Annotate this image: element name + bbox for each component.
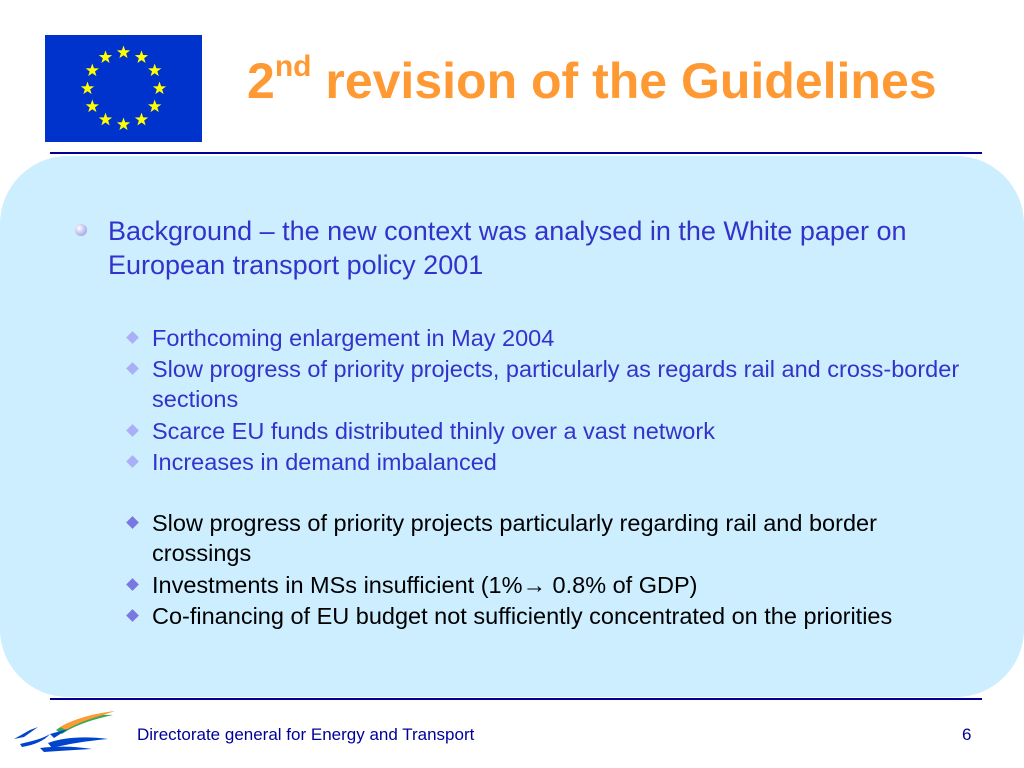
sub-bullet <box>152 354 982 414</box>
sub-bullet <box>152 570 982 600</box>
main-bullet <box>108 214 988 282</box>
sub-bullet <box>152 601 982 631</box>
footer-text: Directorate general for Energy and Transport <box>137 725 475 744</box>
sub-bullet-text: Scarce EU funds distributed thinly over a vast network <box>152 418 715 444</box>
sub-bullet-text: Slow progress of priority projects, particularly as regards rail and cross-border sections <box>152 356 960 412</box>
title-superscript: nd <box>274 50 312 84</box>
diamond-bullet-icon <box>126 331 139 344</box>
sub-bullet-text: Forthcoming enlargement in May 2004 <box>152 325 555 351</box>
diamond-bullet-icon <box>126 362 139 375</box>
sub-bullet <box>152 416 982 446</box>
title-text: revision of the Guidelines <box>311 53 937 109</box>
diamond-bullet-icon <box>126 578 139 591</box>
diamond-bullet-icon <box>126 516 139 529</box>
dg-tren-logo-icon <box>10 708 120 758</box>
sub-bullet <box>152 323 982 353</box>
title-number: 2 <box>247 53 275 109</box>
sub-bullet <box>152 447 982 477</box>
diamond-bullet-icon <box>126 609 139 622</box>
diamond-bullet-icon <box>126 424 139 437</box>
sub-bullet-text: Investments in MSs insufficient (1%→ 0.8% of GDP) <box>152 572 698 598</box>
sub-bullet-text: Increases in demand imbalanced <box>152 449 497 475</box>
sub-bullet-text: Slow progress of priority projects particularly regarding rail and border crossings <box>152 510 877 566</box>
round-bullet-icon <box>75 224 87 236</box>
page-number: 6 <box>962 725 972 744</box>
sub-bullet <box>152 508 982 568</box>
diamond-bullet-icon <box>126 455 139 468</box>
sub-bullet-text: Co-financing of EU budget not sufficiently concentrated on the priorities <box>152 603 893 629</box>
main-bullet-text: Background – the new context was analysed in the White paper on European transport policy 2001 <box>108 216 907 280</box>
